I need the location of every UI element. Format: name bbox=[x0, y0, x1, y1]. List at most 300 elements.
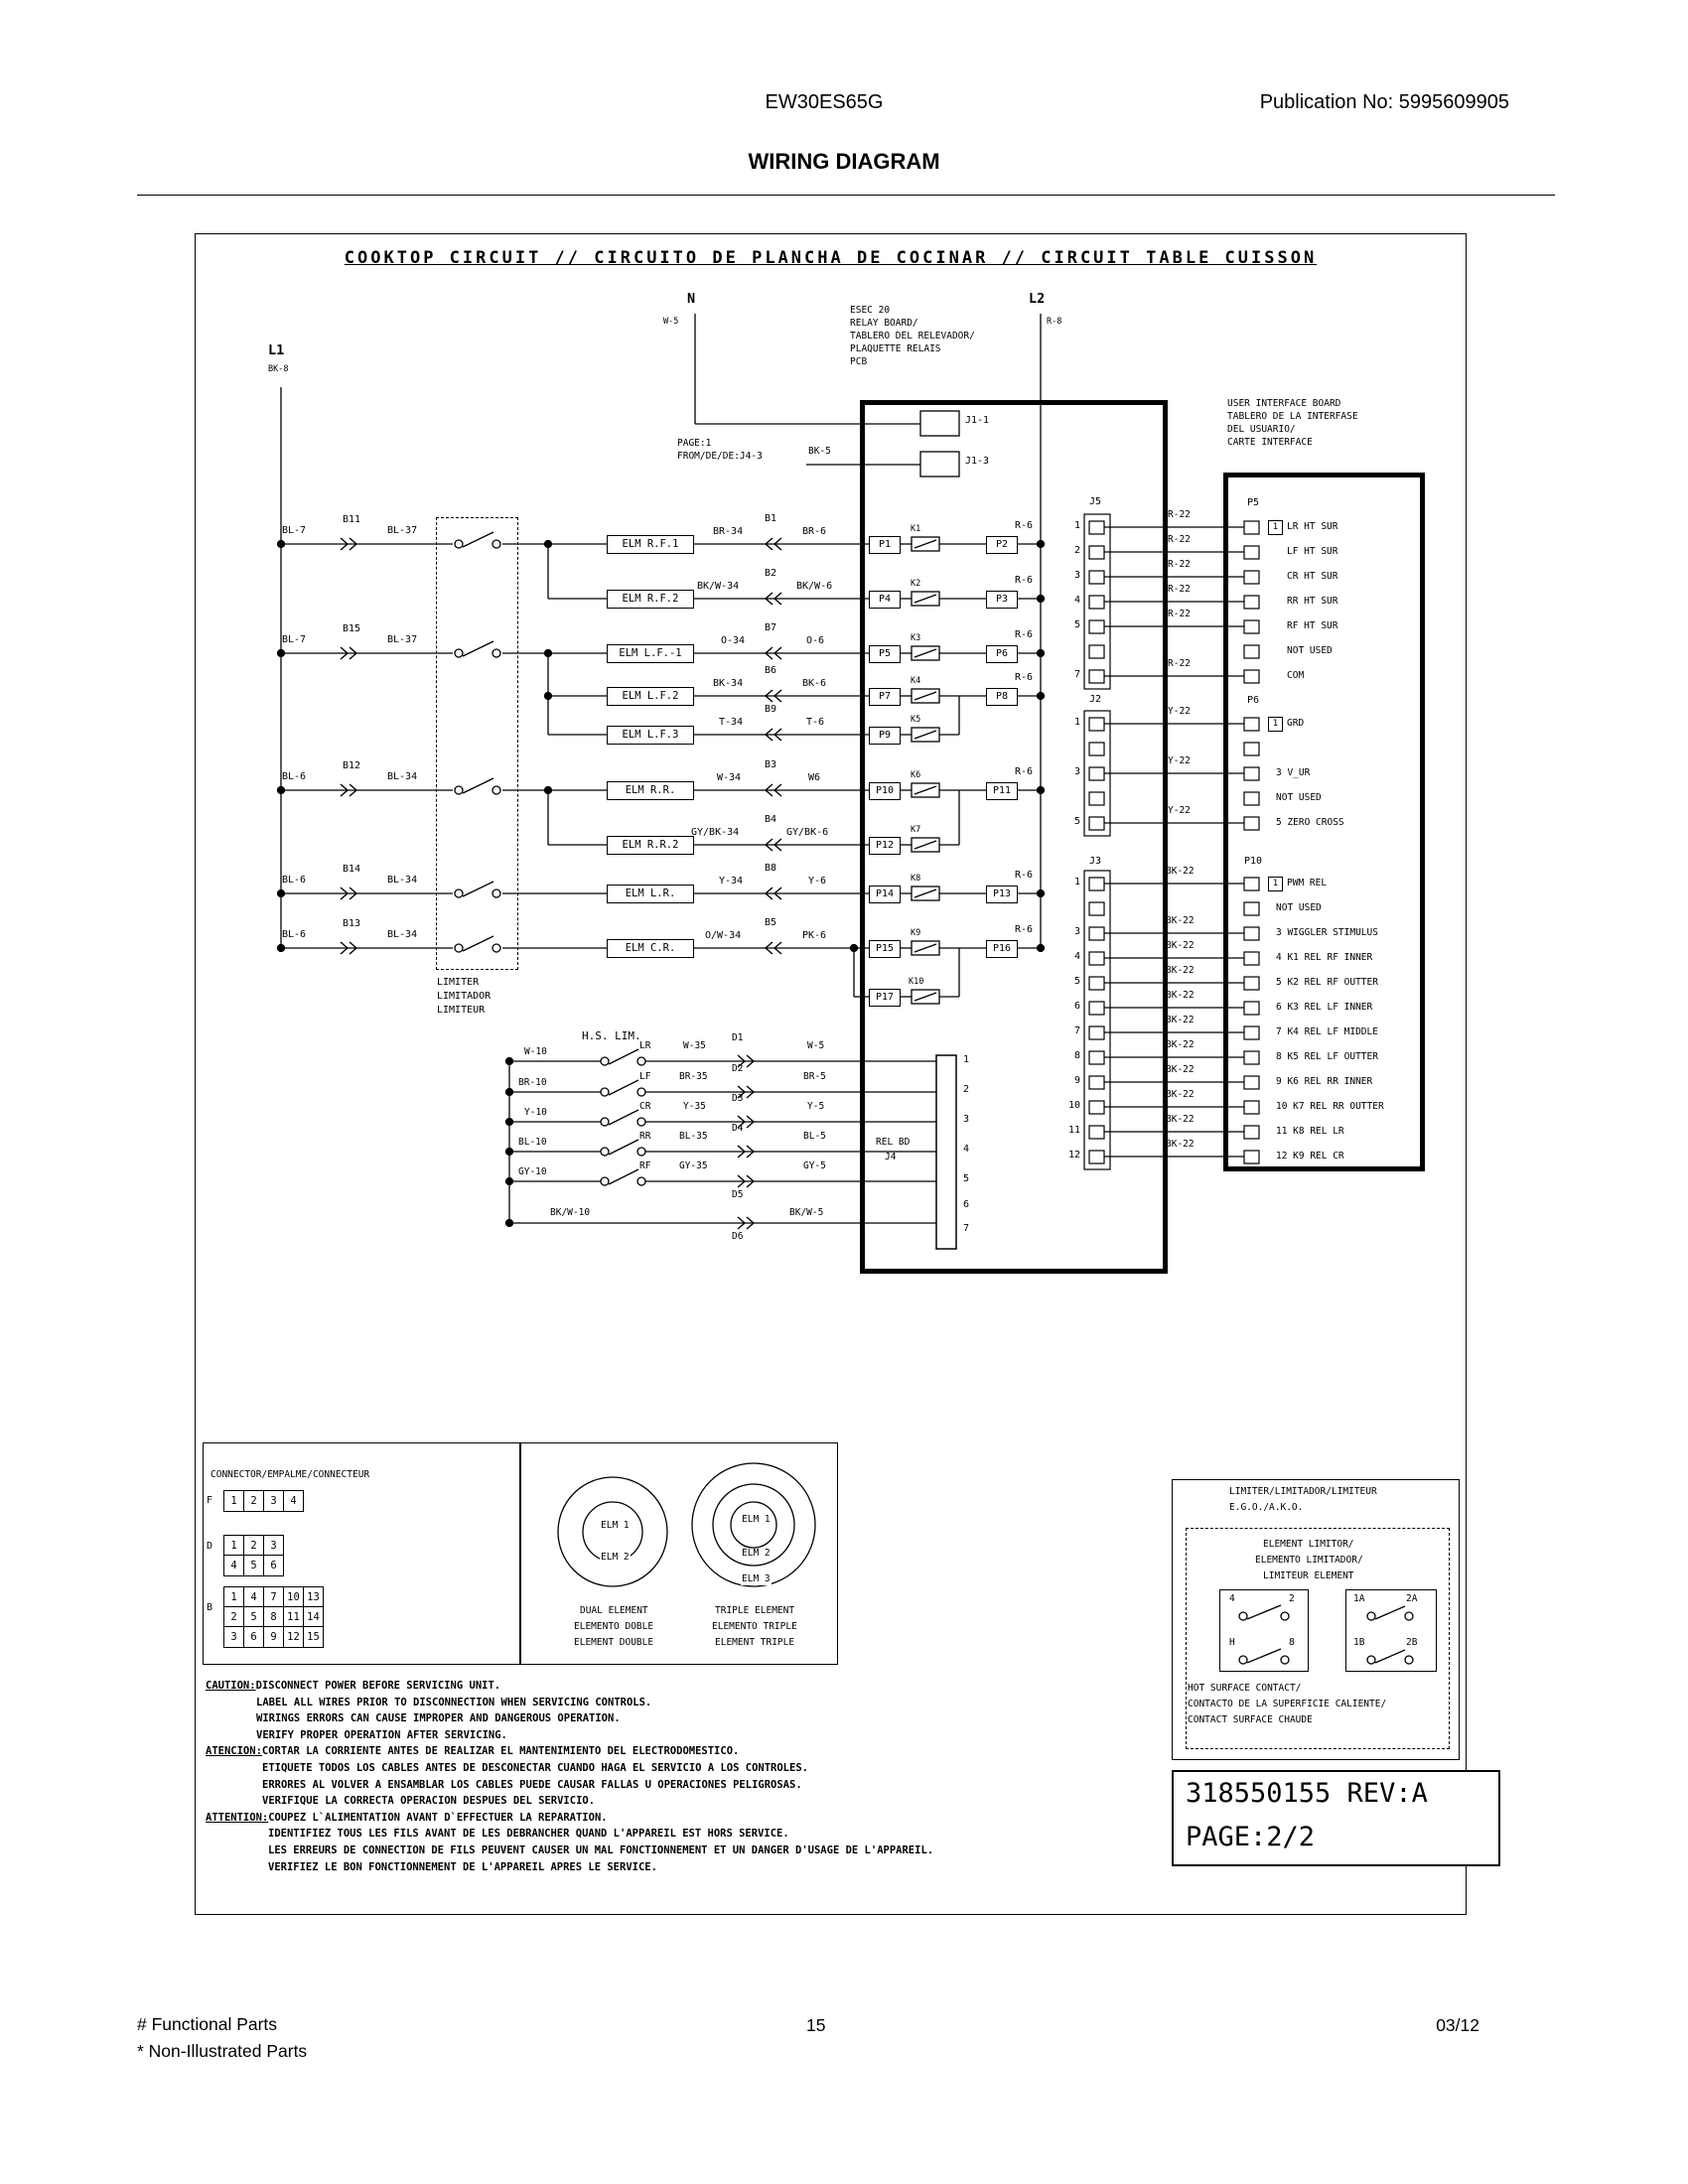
diagram-label: B2 bbox=[765, 568, 777, 579]
diagram-label: 13 bbox=[303, 1586, 324, 1608]
diagram-label: 1 bbox=[1074, 877, 1081, 887]
diagram-label: 12 K9 REL CR bbox=[1276, 1151, 1344, 1161]
elm-rf2-box: ELM R.F.2 bbox=[607, 590, 694, 609]
diagram-label: NOT USED bbox=[1287, 645, 1333, 656]
diagram-label: R-22 bbox=[1168, 584, 1191, 595]
diagram-label: BL-34 bbox=[387, 771, 418, 782]
footer-functional-parts: # Functional Parts bbox=[137, 2014, 278, 2034]
p8-box: P8 bbox=[986, 688, 1018, 706]
k8-relay-label: K8 bbox=[911, 874, 921, 884]
diagram-label: 5 ZERO CROSS bbox=[1276, 817, 1344, 828]
footer-notes bbox=[137, 2011, 307, 2065]
diagram-label: 5 K2 REL RF OUTTER bbox=[1276, 977, 1378, 988]
diagram-label: O/W-34 bbox=[705, 930, 742, 941]
elm-lf3-box: ELM L.F.3 bbox=[607, 726, 694, 745]
diagram-label: 4 K1 REL RF INNER bbox=[1276, 952, 1373, 963]
diagram-label: B6 bbox=[765, 665, 777, 676]
diagram-label: B14 bbox=[343, 864, 361, 875]
diagram-label: 1 bbox=[1268, 717, 1283, 732]
diagram-label: 6 bbox=[263, 1555, 284, 1576]
diagram-label: BK-22 bbox=[1166, 1015, 1195, 1025]
p10-box: P10 bbox=[869, 782, 901, 800]
diagram-label: ELEMENTO LIMITADOR/ bbox=[1255, 1555, 1363, 1566]
diagram-label: ELM 3 bbox=[742, 1573, 771, 1584]
hot-surface-label: HOT SURFACE CONTACT/ bbox=[1188, 1683, 1302, 1694]
diagram-label: 5 bbox=[243, 1555, 264, 1576]
diagram-label: NOT USED bbox=[1276, 902, 1322, 913]
diagram-label: ELM 1 bbox=[742, 1514, 771, 1525]
k6-relay-label: K6 bbox=[911, 770, 921, 780]
diagram-label: BR-5 bbox=[803, 1071, 826, 1082]
ui-board-label: DEL USUARIO/ bbox=[1227, 424, 1296, 435]
diagram-label: NOT USED bbox=[1276, 792, 1322, 803]
diagram-label: BR-6 bbox=[802, 526, 827, 537]
diagram-label: O-34 bbox=[721, 635, 746, 646]
diagram-label: 8 bbox=[1074, 1050, 1081, 1061]
footer-date: 03/12 bbox=[1436, 2015, 1479, 2035]
diagram-label: 2 bbox=[243, 1490, 264, 1512]
caution-line: CAUTION:DISCONNECT POWER BEFORE SERVICING UNIT. bbox=[206, 1680, 501, 1692]
l2-label: L2 bbox=[1029, 291, 1046, 307]
diagram-label: 9 bbox=[263, 1626, 284, 1648]
diagram-label: 1 bbox=[1074, 717, 1081, 728]
j3-label: J3 bbox=[1089, 856, 1102, 867]
diagram-label: 5 bbox=[963, 1173, 970, 1184]
diagram-label: Y-10 bbox=[524, 1107, 547, 1118]
diagram-label: 1 bbox=[223, 1586, 244, 1608]
diagram-label: F bbox=[207, 1495, 213, 1506]
diagram-label: D bbox=[207, 1541, 213, 1552]
diagram-label: 15 bbox=[303, 1626, 324, 1648]
diagram-label: LF bbox=[639, 1071, 651, 1082]
diagram-label: D4 bbox=[732, 1123, 744, 1134]
diagram-label: Y-6 bbox=[808, 876, 827, 887]
diagram-label: D1 bbox=[732, 1032, 744, 1043]
diagram-label: GY-10 bbox=[518, 1166, 547, 1177]
diagram-label: B13 bbox=[343, 918, 361, 929]
diagram-label: 3 bbox=[1074, 570, 1081, 581]
diagram-label: BL-34 bbox=[387, 929, 418, 940]
diagram-label: BK/W-10 bbox=[550, 1207, 591, 1218]
caution-line: VERIFY PROPER OPERATION AFTER SERVICING. bbox=[256, 1728, 507, 1741]
diagram-label: W-5 bbox=[663, 317, 679, 327]
footer-non-illustrated-parts: * Non-Illustrated Parts bbox=[137, 2041, 308, 2061]
caution-line: ETIQUETE TODOS LOS CABLES ANTES DE DESCONECTAR CUANDO HAGA EL SERVICIO A LOS CONTROLES. bbox=[262, 1761, 808, 1774]
diagram-label: BK-22 bbox=[1166, 1139, 1195, 1150]
diagram-label: BL-7 bbox=[282, 525, 307, 536]
hot-surface-label: CONTACT SURFACE CHAUDE bbox=[1188, 1714, 1313, 1725]
diagram-label: T-6 bbox=[806, 717, 825, 728]
diagram-label: GY/BK-6 bbox=[786, 827, 829, 838]
diagram-label: T-34 bbox=[719, 717, 744, 728]
diagram-label: B5 bbox=[765, 917, 777, 928]
triple-element-label: ELEMENTO TRIPLE bbox=[712, 1621, 797, 1632]
diagram-label: W-35 bbox=[683, 1040, 706, 1051]
diagram-label: B7 bbox=[765, 622, 777, 633]
diagram-label: 6 bbox=[243, 1626, 264, 1648]
diagram-label: 3 bbox=[223, 1626, 244, 1648]
diagram-label: B3 bbox=[765, 759, 777, 770]
p11-box: P11 bbox=[986, 782, 1018, 800]
diagram-label: LR bbox=[639, 1040, 651, 1051]
diagram-label: B15 bbox=[343, 623, 361, 634]
p5-connector-label: P5 bbox=[1247, 497, 1260, 508]
diagram-label: 12 bbox=[283, 1626, 304, 1648]
diagram-label: D6 bbox=[732, 1231, 744, 1242]
diagram-label: Y-34 bbox=[719, 876, 744, 887]
diagram-label: RR bbox=[639, 1131, 651, 1142]
diagram-label: R-6 bbox=[1015, 672, 1034, 683]
diagram-label: BL-37 bbox=[387, 525, 418, 536]
elm-rf1-box: ELM R.F.1 bbox=[607, 535, 694, 554]
header-rule bbox=[137, 195, 1555, 196]
diagram-label: 5 bbox=[1074, 619, 1081, 630]
caution-block bbox=[206, 1678, 933, 1875]
diagram-label: GY-35 bbox=[679, 1160, 708, 1171]
diagram-label: BK-34 bbox=[713, 678, 744, 689]
diagram-label: 2A bbox=[1406, 1593, 1418, 1604]
diagram-label: BK-22 bbox=[1166, 866, 1195, 877]
diagram-label: LIMITEUR ELEMENT bbox=[1263, 1570, 1354, 1581]
diagram-label: 3 bbox=[1074, 766, 1081, 777]
diagram-label: GRD bbox=[1287, 718, 1305, 729]
diagram-label: 1 bbox=[1268, 520, 1283, 535]
diagram-label: GY/BK-34 bbox=[691, 827, 740, 838]
k5-relay-label: K5 bbox=[911, 715, 921, 725]
n-label: N bbox=[687, 291, 696, 307]
relay-board-label: PCB bbox=[850, 356, 868, 367]
diagram-label: B4 bbox=[765, 814, 777, 825]
caution-line: LES ERREURS DE CONNECTION DE FILS PEUVENT CAUSER UN MAL FONCTIONNEMENT ET UN DANGER D'USAGE DE L'APPAREIL. bbox=[268, 1843, 934, 1856]
diagram-label: 1 bbox=[223, 1490, 244, 1512]
diagram-label: 4 bbox=[243, 1586, 264, 1608]
diagram-label: 1 bbox=[223, 1535, 244, 1557]
diagram-label: 2 bbox=[243, 1535, 264, 1557]
diagram-label: 4 bbox=[223, 1555, 244, 1576]
footer-page-number: 15 bbox=[806, 2015, 826, 2035]
model-number: EW30ES65G bbox=[765, 91, 884, 113]
diagram-label: 4 bbox=[963, 1144, 970, 1155]
diagram-label: R-6 bbox=[1015, 924, 1034, 935]
diagram-label: 2B bbox=[1406, 1637, 1418, 1648]
diagram-label: 7 bbox=[263, 1586, 284, 1608]
ui-board-label: TABLERO DE LA INTERFASE bbox=[1227, 411, 1358, 422]
j5-label: J5 bbox=[1089, 496, 1102, 507]
diagram-label: R-6 bbox=[1015, 870, 1034, 881]
diagram-label: PK-6 bbox=[802, 930, 827, 941]
dual-element-label: ELEMENTO DOBLE bbox=[574, 1621, 654, 1632]
diagram-label: 9 K6 REL RR INNER bbox=[1276, 1076, 1373, 1087]
diagram-label: R-6 bbox=[1015, 520, 1034, 531]
diagram-label: ELM 2 bbox=[742, 1548, 771, 1559]
p5-box: P5 bbox=[869, 645, 901, 663]
diagram-label: O-6 bbox=[806, 635, 825, 646]
diagram-label: BL-7 bbox=[282, 634, 307, 645]
caution-line: LABEL ALL WIRES PRIOR TO DISCONNECTION WHEN SERVICING CONTROLS. bbox=[256, 1696, 652, 1708]
diagram-label: W-10 bbox=[524, 1046, 547, 1057]
p6-connector-label: P6 bbox=[1247, 695, 1260, 706]
diagram-label: BL-5 bbox=[803, 1131, 826, 1142]
p3-box: P3 bbox=[986, 591, 1018, 609]
triple-element-label: ELEMENT TRIPLE bbox=[715, 1637, 795, 1648]
diagram-label: R-6 bbox=[1015, 766, 1034, 777]
l1-label: L1 bbox=[268, 342, 285, 358]
j4-label: J4 bbox=[885, 1152, 897, 1162]
limiter-legend-title: LIMITER/LIMITADOR/LIMITEUR bbox=[1229, 1486, 1377, 1497]
p14-box: P14 bbox=[869, 886, 901, 903]
diagram-label: COM bbox=[1287, 670, 1305, 681]
diagram-label: 4 bbox=[1229, 1593, 1235, 1604]
diagram-label: R-22 bbox=[1168, 609, 1191, 619]
caution-line: ERRORES AL VOLVER A ENSAMBLAR LOS CABLES PUEDE CAUSAR FALLAS U OPERACIONES PELIGROSAS. bbox=[262, 1778, 802, 1791]
diagram-label: H bbox=[1229, 1637, 1235, 1648]
diagram-label: R-22 bbox=[1168, 559, 1191, 570]
diagram-label: D5 bbox=[732, 1189, 744, 1200]
dual-element-label: DUAL ELEMENT bbox=[580, 1605, 648, 1616]
j1-1-label: J1-1 bbox=[965, 415, 990, 426]
dual-element-label: ELEMENT DOUBLE bbox=[574, 1637, 654, 1648]
page-ref-label: FROM/DE/DE:J4-3 bbox=[677, 451, 763, 462]
diagram-label: B9 bbox=[765, 704, 777, 715]
caution-line: ATENCION:CORTAR LA CORRIENTE ANTES DE REALIZAR EL MANTENIMIENTO DEL ELECTRODOMESTICO. bbox=[206, 1745, 740, 1758]
connector-legend-title: CONNECTOR/EMPALME/CONNECTEUR bbox=[211, 1469, 370, 1480]
diagram-label: 7 K4 REL LF MIDDLE bbox=[1276, 1026, 1378, 1037]
diagram-label: 3 V_UR bbox=[1276, 767, 1311, 778]
ui-board-label: USER INTERFACE BOARD bbox=[1227, 398, 1341, 409]
diagram-label: 2 bbox=[963, 1084, 970, 1095]
diagram-label: BL-6 bbox=[282, 771, 307, 782]
diagram-label: ELEMENT LIMITOR/ bbox=[1263, 1539, 1354, 1550]
diagram-label: B11 bbox=[343, 514, 361, 525]
limiter-label: LIMITER bbox=[437, 977, 480, 988]
diagram-label: 2 bbox=[223, 1606, 244, 1628]
diagram-label: ELM 2 bbox=[601, 1552, 630, 1563]
rel-bd-label: REL BD bbox=[876, 1137, 911, 1148]
diagram-label: BL-35 bbox=[679, 1131, 708, 1142]
diagram-label: BK-22 bbox=[1166, 940, 1195, 951]
k4-relay-label: K4 bbox=[911, 676, 921, 686]
diagram-label: 7 bbox=[1074, 669, 1081, 680]
p17-box: P17 bbox=[869, 989, 901, 1007]
diagram-label: Y-35 bbox=[683, 1101, 706, 1112]
diagram-label: BK-22 bbox=[1166, 1089, 1195, 1100]
diagram-label: 2 bbox=[1074, 545, 1081, 556]
page-indicator: PAGE:2/2 bbox=[1186, 1822, 1316, 1852]
diagram-label: 6 bbox=[1074, 1001, 1081, 1012]
p15-box: P15 bbox=[869, 940, 901, 958]
diagram-label: ELM 1 bbox=[601, 1520, 630, 1531]
diagram-label: W-34 bbox=[717, 772, 742, 783]
diagram-label: 9 bbox=[1074, 1075, 1081, 1086]
caution-line: ATTENTION:COUPEZ L`ALIMENTATION AVANT D`EFFECTUER LA REPARATION. bbox=[206, 1811, 608, 1824]
diagram-label: 5 bbox=[1074, 816, 1081, 827]
diagram-label: BR-10 bbox=[518, 1077, 547, 1088]
diagram-label: BK-22 bbox=[1166, 1064, 1195, 1075]
ui-board-label: CARTE INTERFACE bbox=[1227, 437, 1313, 448]
diagram-label: B1 bbox=[765, 513, 777, 524]
diagram-label: 3 WIGGLER STIMULUS bbox=[1276, 927, 1378, 938]
diagram-title: COOKTOP CIRCUIT // CIRCUITO DE PLANCHA DE COCINAR // CIRCUIT TABLE CUISSON bbox=[344, 248, 1318, 268]
j2-label: J2 bbox=[1089, 694, 1102, 705]
diagram-label: 7 bbox=[1074, 1025, 1081, 1036]
relay-board-label: RELAY BOARD/ bbox=[850, 318, 918, 329]
elm-rr2-box: ELM R.R.2 bbox=[607, 836, 694, 855]
diagram-label: 10 bbox=[283, 1586, 304, 1608]
diagram-label: BK-22 bbox=[1166, 990, 1195, 1001]
diagram-label: 3 bbox=[263, 1535, 284, 1557]
diagram-label: 8 bbox=[1289, 1637, 1295, 1648]
diagram-label: 10 K7 REL RR OUTTER bbox=[1276, 1101, 1384, 1112]
diagram-label: PWM REL bbox=[1287, 878, 1328, 888]
diagram-label: 10 bbox=[1068, 1100, 1081, 1111]
limiter-dashed-box bbox=[436, 517, 518, 970]
p2-box: P2 bbox=[986, 536, 1018, 554]
diagram-label: Y-22 bbox=[1168, 805, 1191, 816]
elm-lf2-box: ELM L.F.2 bbox=[607, 687, 694, 706]
diagram-label: R-22 bbox=[1168, 509, 1191, 520]
diagram-label: W-5 bbox=[807, 1040, 825, 1051]
diagram-label: BL-34 bbox=[387, 875, 418, 886]
diagram-label: 2 bbox=[1289, 1593, 1295, 1604]
diagram-label: LR HT SUR bbox=[1287, 521, 1338, 532]
diagram-label: BK-22 bbox=[1166, 965, 1195, 976]
diagram-label: CR HT SUR bbox=[1287, 571, 1338, 582]
p7-box: P7 bbox=[869, 688, 901, 706]
diagram-label: W6 bbox=[808, 772, 821, 783]
part-number-box bbox=[1172, 1770, 1500, 1866]
diagram-label: BK-5 bbox=[808, 446, 831, 457]
relay-board-label: ESEC 20 bbox=[850, 305, 891, 316]
diagram-label: RF bbox=[639, 1160, 651, 1171]
p13-box: P13 bbox=[986, 886, 1018, 903]
diagram-label: R-22 bbox=[1168, 534, 1191, 545]
diagram-label: R-6 bbox=[1015, 575, 1034, 586]
diagram-label: GY-5 bbox=[803, 1160, 826, 1171]
diagram-label: BK-22 bbox=[1166, 1114, 1195, 1125]
relay-board-label: PLAQUETTE RELAIS bbox=[850, 343, 941, 354]
p6-box: P6 bbox=[986, 645, 1018, 663]
j1-3-label: J1-3 bbox=[965, 456, 990, 467]
diagram-label: BL-10 bbox=[518, 1137, 547, 1148]
caution-line: IDENTIFIEZ TOUS LES FILS AVANT DE LES DEBRANCHER QUAND L'APPAREIL EST HORS SERVICE. bbox=[268, 1828, 789, 1841]
k9-relay-label: K9 bbox=[911, 928, 921, 938]
caution-line: VERIFIQUE LA CORRECTA OPERACION DESPUES DEL SERVICIO. bbox=[262, 1795, 596, 1808]
diagram-label: 4 bbox=[283, 1490, 304, 1512]
diagram-label: 5 bbox=[243, 1606, 264, 1628]
elm-rr-box: ELM R.R. bbox=[607, 781, 694, 800]
diagram-label: Y-22 bbox=[1168, 706, 1191, 717]
diagram-label: 1 bbox=[963, 1054, 970, 1065]
diagram-label: RR HT SUR bbox=[1287, 596, 1338, 607]
diagram-label: 6 K3 REL LF INNER bbox=[1276, 1002, 1373, 1013]
diagram-label: CR bbox=[639, 1101, 651, 1112]
diagram-label: BK/W-6 bbox=[796, 581, 833, 592]
limiter-legend-title: E.G.O./A.K.O. bbox=[1229, 1502, 1304, 1513]
k10-relay-label: K10 bbox=[909, 977, 924, 987]
diagram-label: 8 bbox=[263, 1606, 284, 1628]
diagram-label: BK-6 bbox=[802, 678, 827, 689]
diagram-label: BL-6 bbox=[282, 929, 307, 940]
p9-box: P9 bbox=[869, 727, 901, 745]
k7-relay-label: K7 bbox=[911, 825, 921, 835]
page-ref-label: PAGE:1 bbox=[677, 438, 712, 449]
diagram-label: B bbox=[207, 1602, 213, 1613]
p1-box: P1 bbox=[869, 536, 901, 554]
diagram-label: 5 bbox=[1074, 976, 1081, 987]
relay-board-label: TABLERO DEL RELEVADOR/ bbox=[850, 331, 975, 341]
diagram-label: B12 bbox=[343, 760, 361, 771]
diagram-label: 11 K8 REL LR bbox=[1276, 1126, 1344, 1137]
diagram-label: 1 bbox=[1268, 877, 1283, 891]
hs-lim-label: H.S. LIM. bbox=[582, 1029, 641, 1042]
diagram-label: 11 bbox=[283, 1606, 304, 1628]
diagram-label: 7 bbox=[963, 1223, 970, 1234]
diagram-label: 4 bbox=[1074, 951, 1081, 962]
diagram-label: RF HT SUR bbox=[1287, 620, 1338, 631]
diagram-label: BL-37 bbox=[387, 634, 418, 645]
diagram-label: 1B bbox=[1353, 1637, 1365, 1648]
diagram-label: R-22 bbox=[1168, 658, 1191, 669]
diagram-label: BR-35 bbox=[679, 1071, 708, 1082]
diagram-label: 12 bbox=[1068, 1150, 1081, 1160]
p12-box: P12 bbox=[869, 837, 901, 855]
diagram-label: BL-6 bbox=[282, 875, 307, 886]
diagram-label: Y-22 bbox=[1168, 755, 1191, 766]
diagram-label: 14 bbox=[303, 1606, 324, 1628]
diagram-label: D3 bbox=[732, 1093, 744, 1104]
diagram-label: 3 bbox=[263, 1490, 284, 1512]
diagram-label: 4 bbox=[1074, 595, 1081, 606]
diagram-label: D2 bbox=[732, 1063, 744, 1074]
page-title: WIRING DIAGRAM bbox=[748, 149, 940, 174]
k3-relay-label: K3 bbox=[911, 633, 921, 643]
k1-relay-label: K1 bbox=[911, 524, 921, 534]
elm-lf1-box: ELM L.F.-1 bbox=[607, 644, 694, 663]
diagram-label: BK-22 bbox=[1166, 915, 1195, 926]
diagram-label: 11 bbox=[1068, 1125, 1081, 1136]
diagram-label: BK/W-34 bbox=[697, 581, 740, 592]
diagram-label: 3 bbox=[1074, 926, 1081, 937]
diagram-label: Y-5 bbox=[807, 1101, 825, 1112]
diagram-label: 3 bbox=[963, 1114, 970, 1125]
diagram-label: R-8 bbox=[1047, 317, 1062, 327]
publication-number: Publication No: 5995609905 bbox=[1259, 91, 1509, 113]
limiter-label: LIMITADOR bbox=[437, 991, 492, 1002]
p16-box: P16 bbox=[986, 940, 1018, 958]
caution-line: VERIFIEZ LE BON FONCTIONNEMENT DE L'APPAREIL APRES LE SERVICE. bbox=[268, 1860, 657, 1873]
p4-box: P4 bbox=[869, 591, 901, 609]
caution-line: WIRINGS ERRORS CAN CAUSE IMPROPER AND DANGEROUS OPERATION. bbox=[256, 1712, 621, 1725]
diagram-label: BK/W-5 bbox=[789, 1207, 824, 1218]
k2-relay-label: K2 bbox=[911, 579, 921, 589]
diagram-label: LF HT SUR bbox=[1287, 546, 1338, 557]
diagram-label: 1A bbox=[1353, 1593, 1365, 1604]
diagram-label: BK-22 bbox=[1166, 1039, 1195, 1050]
part-number: 318550155 REV:A bbox=[1186, 1778, 1428, 1809]
p10-connector-label: P10 bbox=[1244, 856, 1263, 867]
diagram-label: R-6 bbox=[1015, 629, 1034, 640]
triple-element-label: TRIPLE ELEMENT bbox=[715, 1605, 795, 1616]
diagram-label: BR-34 bbox=[713, 526, 744, 537]
diagram-label: 8 K5 REL LF OUTTER bbox=[1276, 1051, 1378, 1062]
limiter-label: LIMITEUR bbox=[437, 1005, 486, 1016]
diagram-label: 1 bbox=[1074, 520, 1081, 531]
hot-surface-label: CONTACTO DE LA SUPERFICIE CALIENTE/ bbox=[1188, 1699, 1387, 1709]
elm-cr-box: ELM C.R. bbox=[607, 939, 694, 958]
diagram-label: B8 bbox=[765, 863, 777, 874]
elm-lr-box: ELM L.R. bbox=[607, 885, 694, 903]
diagram-label: BK-8 bbox=[268, 364, 289, 374]
